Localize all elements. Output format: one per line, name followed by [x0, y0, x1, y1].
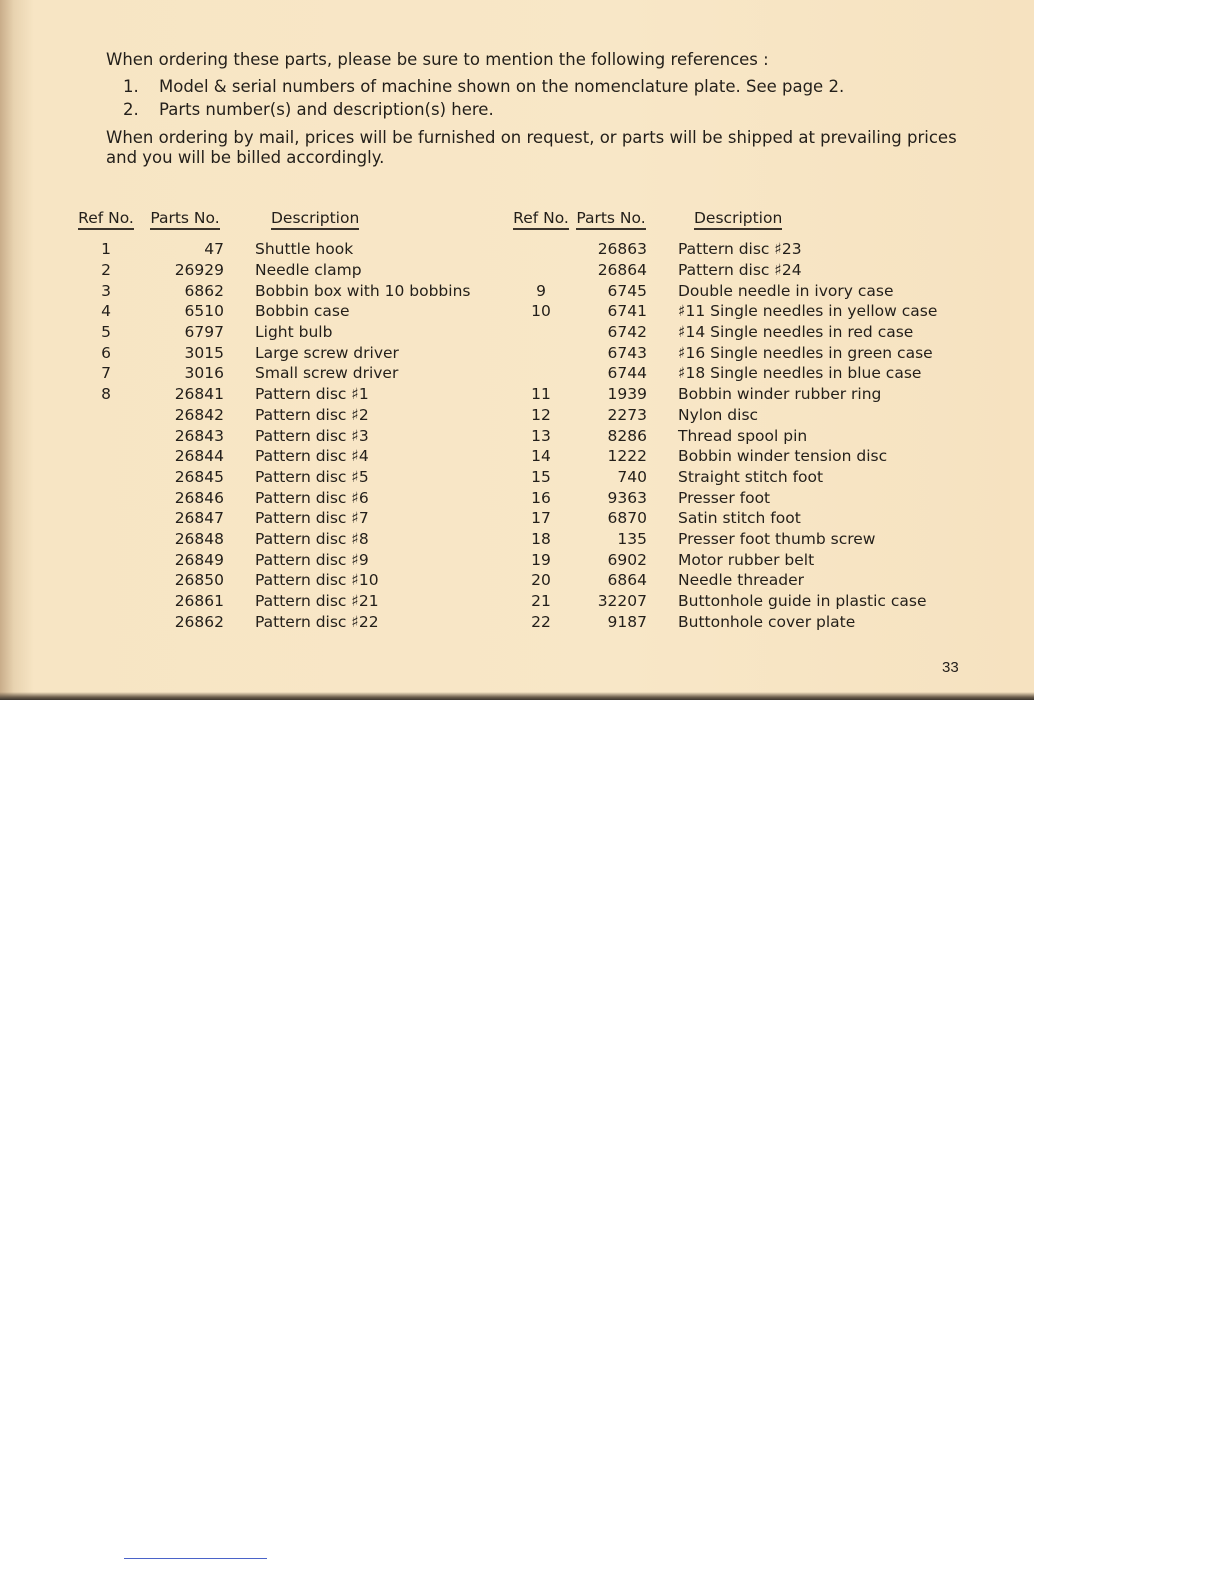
parts-table-right [511, 209, 937, 632]
ref-no-cell: 7 [101, 364, 111, 383]
table-row [70, 342, 470, 363]
description-cell: Pattern disc ♯23 [678, 240, 802, 259]
table-row [70, 425, 470, 446]
table-row [70, 508, 470, 529]
ref-no-cell: 13 [531, 426, 551, 445]
ref-no-cell: 21 [531, 592, 551, 611]
parts-no-cell: 6797 [184, 323, 224, 342]
table-row [70, 363, 470, 384]
description-cell: Light bulb [255, 323, 333, 342]
ref-no-cell: 14 [531, 447, 551, 466]
parts-no-cell: 26861 [174, 592, 224, 611]
table-row [511, 549, 937, 570]
table-row [511, 342, 937, 363]
table-row [511, 260, 937, 281]
parts-no-header: Parts No. [576, 209, 645, 230]
parts-no-cell: 32207 [597, 592, 647, 611]
ordering-instructions [106, 50, 986, 168]
reference-number: 2. [123, 100, 139, 119]
ref-no-cell: 5 [101, 323, 111, 342]
parts-no-cell: 26841 [174, 385, 224, 404]
ref-no-cell: 8 [101, 385, 111, 404]
table-row [70, 446, 470, 467]
table-row [511, 239, 937, 260]
table-row [511, 487, 937, 508]
description-header: Description [271, 209, 359, 230]
table-row [70, 405, 470, 426]
ref-no-cell: 9 [536, 281, 546, 300]
table-body [511, 239, 937, 632]
ordering-lead: When ordering these parts, please be sure to mention the following references : [106, 50, 769, 69]
parts-no-cell: 2273 [607, 405, 647, 424]
ref-no-cell: 2 [101, 261, 111, 280]
parts-no-cell: 6862 [184, 281, 224, 300]
description-cell: ♯18 Single needles in blue case [678, 364, 922, 383]
scanned-page [0, 0, 1034, 700]
table-row [70, 239, 470, 260]
parts-no-cell: 1939 [607, 385, 647, 404]
description-cell: Bobbin winder rubber ring [678, 385, 882, 404]
table-row [70, 260, 470, 281]
table-row [511, 529, 937, 550]
parts-no-cell: 6745 [607, 281, 647, 300]
description-cell: Pattern disc ♯9 [255, 550, 369, 569]
description-cell: Nylon disc [678, 405, 759, 424]
reference-item [106, 100, 986, 120]
table-row [511, 446, 937, 467]
parts-no-cell: 26862 [174, 612, 224, 631]
table-row [511, 467, 937, 488]
parts-no-cell: 6741 [607, 302, 647, 321]
reference-text: Parts number(s) and description(s) here. [159, 100, 494, 119]
page-number: 33 [942, 659, 959, 676]
description-cell: Pattern disc ♯8 [255, 529, 369, 548]
table-row [70, 570, 470, 591]
parts-no-cell: 9187 [607, 612, 647, 631]
table-row [70, 591, 470, 612]
description-cell: Small screw driver [255, 364, 399, 383]
parts-no-cell: 26848 [174, 529, 224, 548]
ref-no-cell: 3 [101, 281, 111, 300]
table-row [511, 405, 937, 426]
description-cell: Needle clamp [255, 261, 362, 280]
table-row [511, 570, 937, 591]
parts-no-cell: 740 [617, 467, 647, 486]
table-row [70, 322, 470, 343]
parts-no-cell: 8286 [607, 426, 647, 445]
description-cell: Large screw driver [255, 343, 399, 362]
table-row [511, 425, 937, 446]
description-cell: Motor rubber belt [678, 550, 815, 569]
parts-no-cell: 6743 [607, 343, 647, 362]
table-row [70, 301, 470, 322]
parts-no-cell: 26863 [597, 240, 647, 259]
description-cell: Pattern disc ♯5 [255, 467, 369, 486]
parts-no-cell: 6744 [607, 364, 647, 383]
footnote-rule [124, 1558, 267, 1559]
description-cell: Pattern disc ♯4 [255, 447, 369, 466]
parts-no-cell: 3016 [184, 364, 224, 383]
description-cell: Straight stitch foot [678, 467, 824, 486]
ref-no-cell: 10 [531, 302, 551, 321]
ref-no-cell: 15 [531, 467, 551, 486]
parts-no-cell: 1222 [607, 447, 647, 466]
description-cell: Thread spool pin [678, 426, 808, 445]
ref-no-cell: 17 [531, 509, 551, 528]
reference-list [106, 77, 986, 120]
table-row [511, 280, 937, 301]
description-cell: Pattern disc ♯7 [255, 509, 369, 528]
parts-no-cell: 9363 [607, 488, 647, 507]
parts-no-cell: 6510 [184, 302, 224, 321]
ref-no-cell: 20 [531, 571, 551, 590]
description-cell: Pattern disc ♯10 [255, 571, 379, 590]
table-row [70, 611, 470, 632]
ref-no-cell: 11 [531, 385, 551, 404]
table-row [70, 467, 470, 488]
description-cell: Pattern disc ♯2 [255, 405, 369, 424]
parts-no-cell: 26850 [174, 571, 224, 590]
parts-no-cell: 26929 [174, 261, 224, 280]
description-cell: ♯14 Single needles in red case [678, 323, 914, 342]
description-header: Description [694, 209, 782, 230]
description-cell: Pattern disc ♯22 [255, 612, 379, 631]
description-cell: Presser foot thumb screw [678, 529, 876, 548]
description-cell: Needle threader [678, 571, 804, 590]
table-row [511, 384, 937, 405]
table-row [70, 549, 470, 570]
table-body [70, 239, 470, 632]
mail-order-note: When ordering by mail, prices will be furnished on request, or parts will be shipped at prevailing prices and you will be billed accordingly. [106, 128, 957, 167]
ref-no-cell: 16 [531, 488, 551, 507]
table-row [511, 363, 937, 384]
parts-no-cell: 26844 [174, 447, 224, 466]
parts-no-cell: 26864 [597, 261, 647, 280]
description-cell: Bobbin box with 10 bobbins [255, 281, 471, 300]
parts-no-header: Parts No. [150, 209, 219, 230]
table-row [511, 322, 937, 343]
description-cell: Buttonhole cover plate [678, 612, 856, 631]
parts-no-cell: 6742 [607, 323, 647, 342]
parts-no-cell: 3015 [184, 343, 224, 362]
table-row [70, 384, 470, 405]
description-cell: Pattern disc ♯1 [255, 385, 369, 404]
table-row [511, 301, 937, 322]
ref-no-cell: 18 [531, 529, 551, 548]
ref-no-cell: 6 [101, 343, 111, 362]
description-cell: Pattern disc ♯24 [678, 261, 802, 280]
ref-no-cell: 4 [101, 302, 111, 321]
description-cell: Pattern disc ♯21 [255, 592, 379, 611]
description-cell: ♯11 Single needles in yellow case [678, 302, 938, 321]
description-cell: Shuttle hook [255, 240, 354, 259]
ref-no-cell: 12 [531, 405, 551, 424]
ref-no-cell: 22 [531, 612, 551, 631]
parts-no-cell: 6902 [607, 550, 647, 569]
table-row [511, 508, 937, 529]
table-header [70, 209, 470, 237]
description-cell: Buttonhole guide in plastic case [678, 592, 927, 611]
parts-no-cell: 135 [617, 529, 647, 548]
parts-no-cell: 26845 [174, 467, 224, 486]
table-row [511, 591, 937, 612]
description-cell: Bobbin case [255, 302, 350, 321]
reference-number: 1. [123, 77, 139, 96]
ref-no-header: Ref No. [513, 209, 569, 230]
parts-table-left [70, 209, 470, 632]
description-cell: Pattern disc ♯3 [255, 426, 369, 445]
table-row [70, 487, 470, 508]
reference-text: Model & serial numbers of machine shown on the nomenclature plate. See page 2. [159, 77, 845, 96]
parts-no-cell: 26849 [174, 550, 224, 569]
parts-no-cell: 26842 [174, 405, 224, 424]
table-header [511, 209, 937, 237]
table-row [70, 529, 470, 550]
table-row [70, 280, 470, 301]
description-cell: ♯16 Single needles in green case [678, 343, 933, 362]
ref-no-cell: 19 [531, 550, 551, 569]
reference-item [106, 77, 986, 97]
description-cell: Double needle in ivory case [678, 281, 894, 300]
description-cell: Pattern disc ♯6 [255, 488, 369, 507]
ref-no-header: Ref No. [78, 209, 134, 230]
table-row [511, 611, 937, 632]
ref-no-cell: 1 [101, 240, 111, 259]
parts-no-cell: 47 [204, 240, 224, 259]
parts-no-cell: 6870 [607, 509, 647, 528]
description-cell: Bobbin winder tension disc [678, 447, 888, 466]
parts-no-cell: 26846 [174, 488, 224, 507]
description-cell: Satin stitch foot [678, 509, 801, 528]
parts-no-cell: 6864 [607, 571, 647, 590]
parts-no-cell: 26847 [174, 509, 224, 528]
parts-no-cell: 26843 [174, 426, 224, 445]
description-cell: Presser foot [678, 488, 771, 507]
